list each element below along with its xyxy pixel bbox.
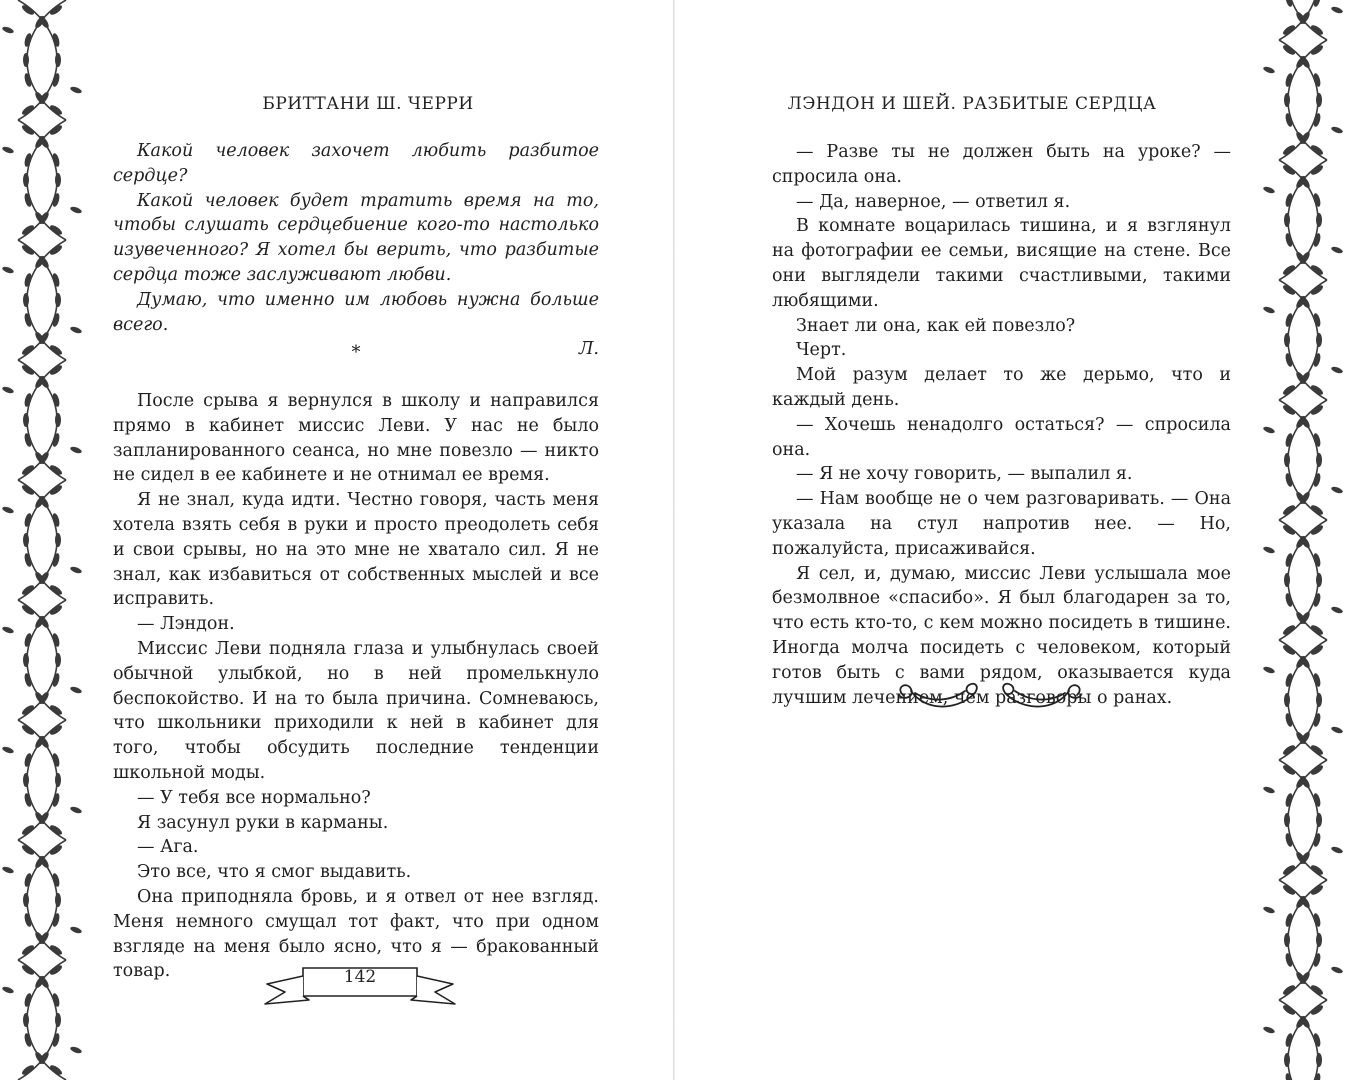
epigraph-line: Какой человек захочет любить разбитое сердце? [113, 141, 599, 186]
paragraph: Я сел, и, думаю, миссис Леви услышала мое безмолвное «спасибо». Я был благодарен за то, что есть кто-то, с кем можно посидеть в тишине. Иногда молча посидеть с человеком, который готов быть с вами рядом, оказывается куда лучшим лечением, чем разговоры о ранах. [772, 563, 1231, 708]
paragraph: Это все, что я смог выдавить. [137, 862, 412, 883]
epigraph-signature: Л. [578, 339, 599, 360]
epigraph [113, 139, 599, 362]
page-number: 142 [343, 967, 377, 987]
paragraph: Черт. [796, 340, 847, 361]
left-body-text [113, 389, 599, 984]
paragraph: — Хочешь ненадолго остаться? — спросила она. [772, 414, 1231, 460]
right-body-text [772, 140, 1231, 710]
running-header-title: ЛЭНДОН И ШЕЙ. РАЗБИТЫЕ СЕРДЦА [787, 94, 1157, 114]
left-page [100, 0, 660, 1080]
swirl-flourish-icon [885, 673, 1095, 719]
laurel-vine-border-icon [1261, 0, 1345, 1080]
paragraph: — Нам вообще не о чем разговаривать. — Она указала на стул напротив нее. — Но, пожалуйста, присаживайся. [772, 489, 1231, 559]
paragraph: Я не знал, куда идти. Честно говоря, часть меня хотела взять себя в руки и просто преодолеть себя и свои срывы, но на это мне не хватало сил. Я не знал, как избавиться от собственных мыслей и все исправить. [113, 490, 599, 610]
page-number-ribbon [263, 962, 457, 1010]
epigraph-line: Какой человек будет тратить время на то, чтобы слушать сердцебиение кого-то настолько изувеченного? Я хотел бы верить, что разбитые сердца тоже заслуживают любви. [113, 190, 599, 285]
paragraph: — Я не хочу говорить, — выпалил я. [796, 464, 1133, 485]
paragraph: — Ага. [137, 837, 199, 858]
paragraph: Она приподняла бровь, и я отвел от нее взгляд. Меня немного смущал тот факт, что при одном взгляде на меня было ясно, что я — бракованный товар. [113, 886, 599, 982]
paragraph: После срыва я вернулся в школу и направился прямо в кабинет миссис Леви. У нас не было запланированного сеанса, но мне повезло — никто не сидел в ее кабинете и не отнимал ее время. [113, 391, 599, 486]
paragraph: Знает ли она, как ей повезло? [796, 315, 1076, 336]
paragraph: — Разве ты не должен быть на уроке? — спросила она. [772, 142, 1231, 187]
page-gutter [673, 0, 675, 1080]
paragraph: Миссис Леви подняла глаза и улыбнулась своей обычной улыбкой, но в ней промелькнуло беспокойство. И на то была причина. Сомневаюсь, что школьники приходили к ней в кабинет для того, чтобы обсудить последние тенденции школьной моды. [113, 638, 599, 783]
right-page [690, 0, 1250, 1080]
paragraph: В комнате воцарилась тишина, и я взглянул на фотографии ее семьи, висящие на стене. Все они выглядели такими счастливыми, такими любящими. [772, 216, 1231, 311]
paragraph: Мой разум делает то же дерьмо, что и каждый день. [772, 365, 1231, 410]
paragraph: — У тебя все нормально? [137, 787, 371, 808]
paragraph: — Лэндон. [137, 614, 235, 635]
paragraph: — Да, наверное, — ответил я. [796, 191, 1071, 212]
section-separator: * [351, 342, 361, 363]
paragraph: Я засунул руки в карманы. [137, 812, 389, 833]
laurel-vine-border-icon [0, 0, 84, 1080]
epigraph-line: Думаю, что именно им любовь нужна больше всего. [113, 289, 599, 335]
running-header-author: БРИТТАНИ Ш. ЧЕРРИ [262, 94, 474, 114]
